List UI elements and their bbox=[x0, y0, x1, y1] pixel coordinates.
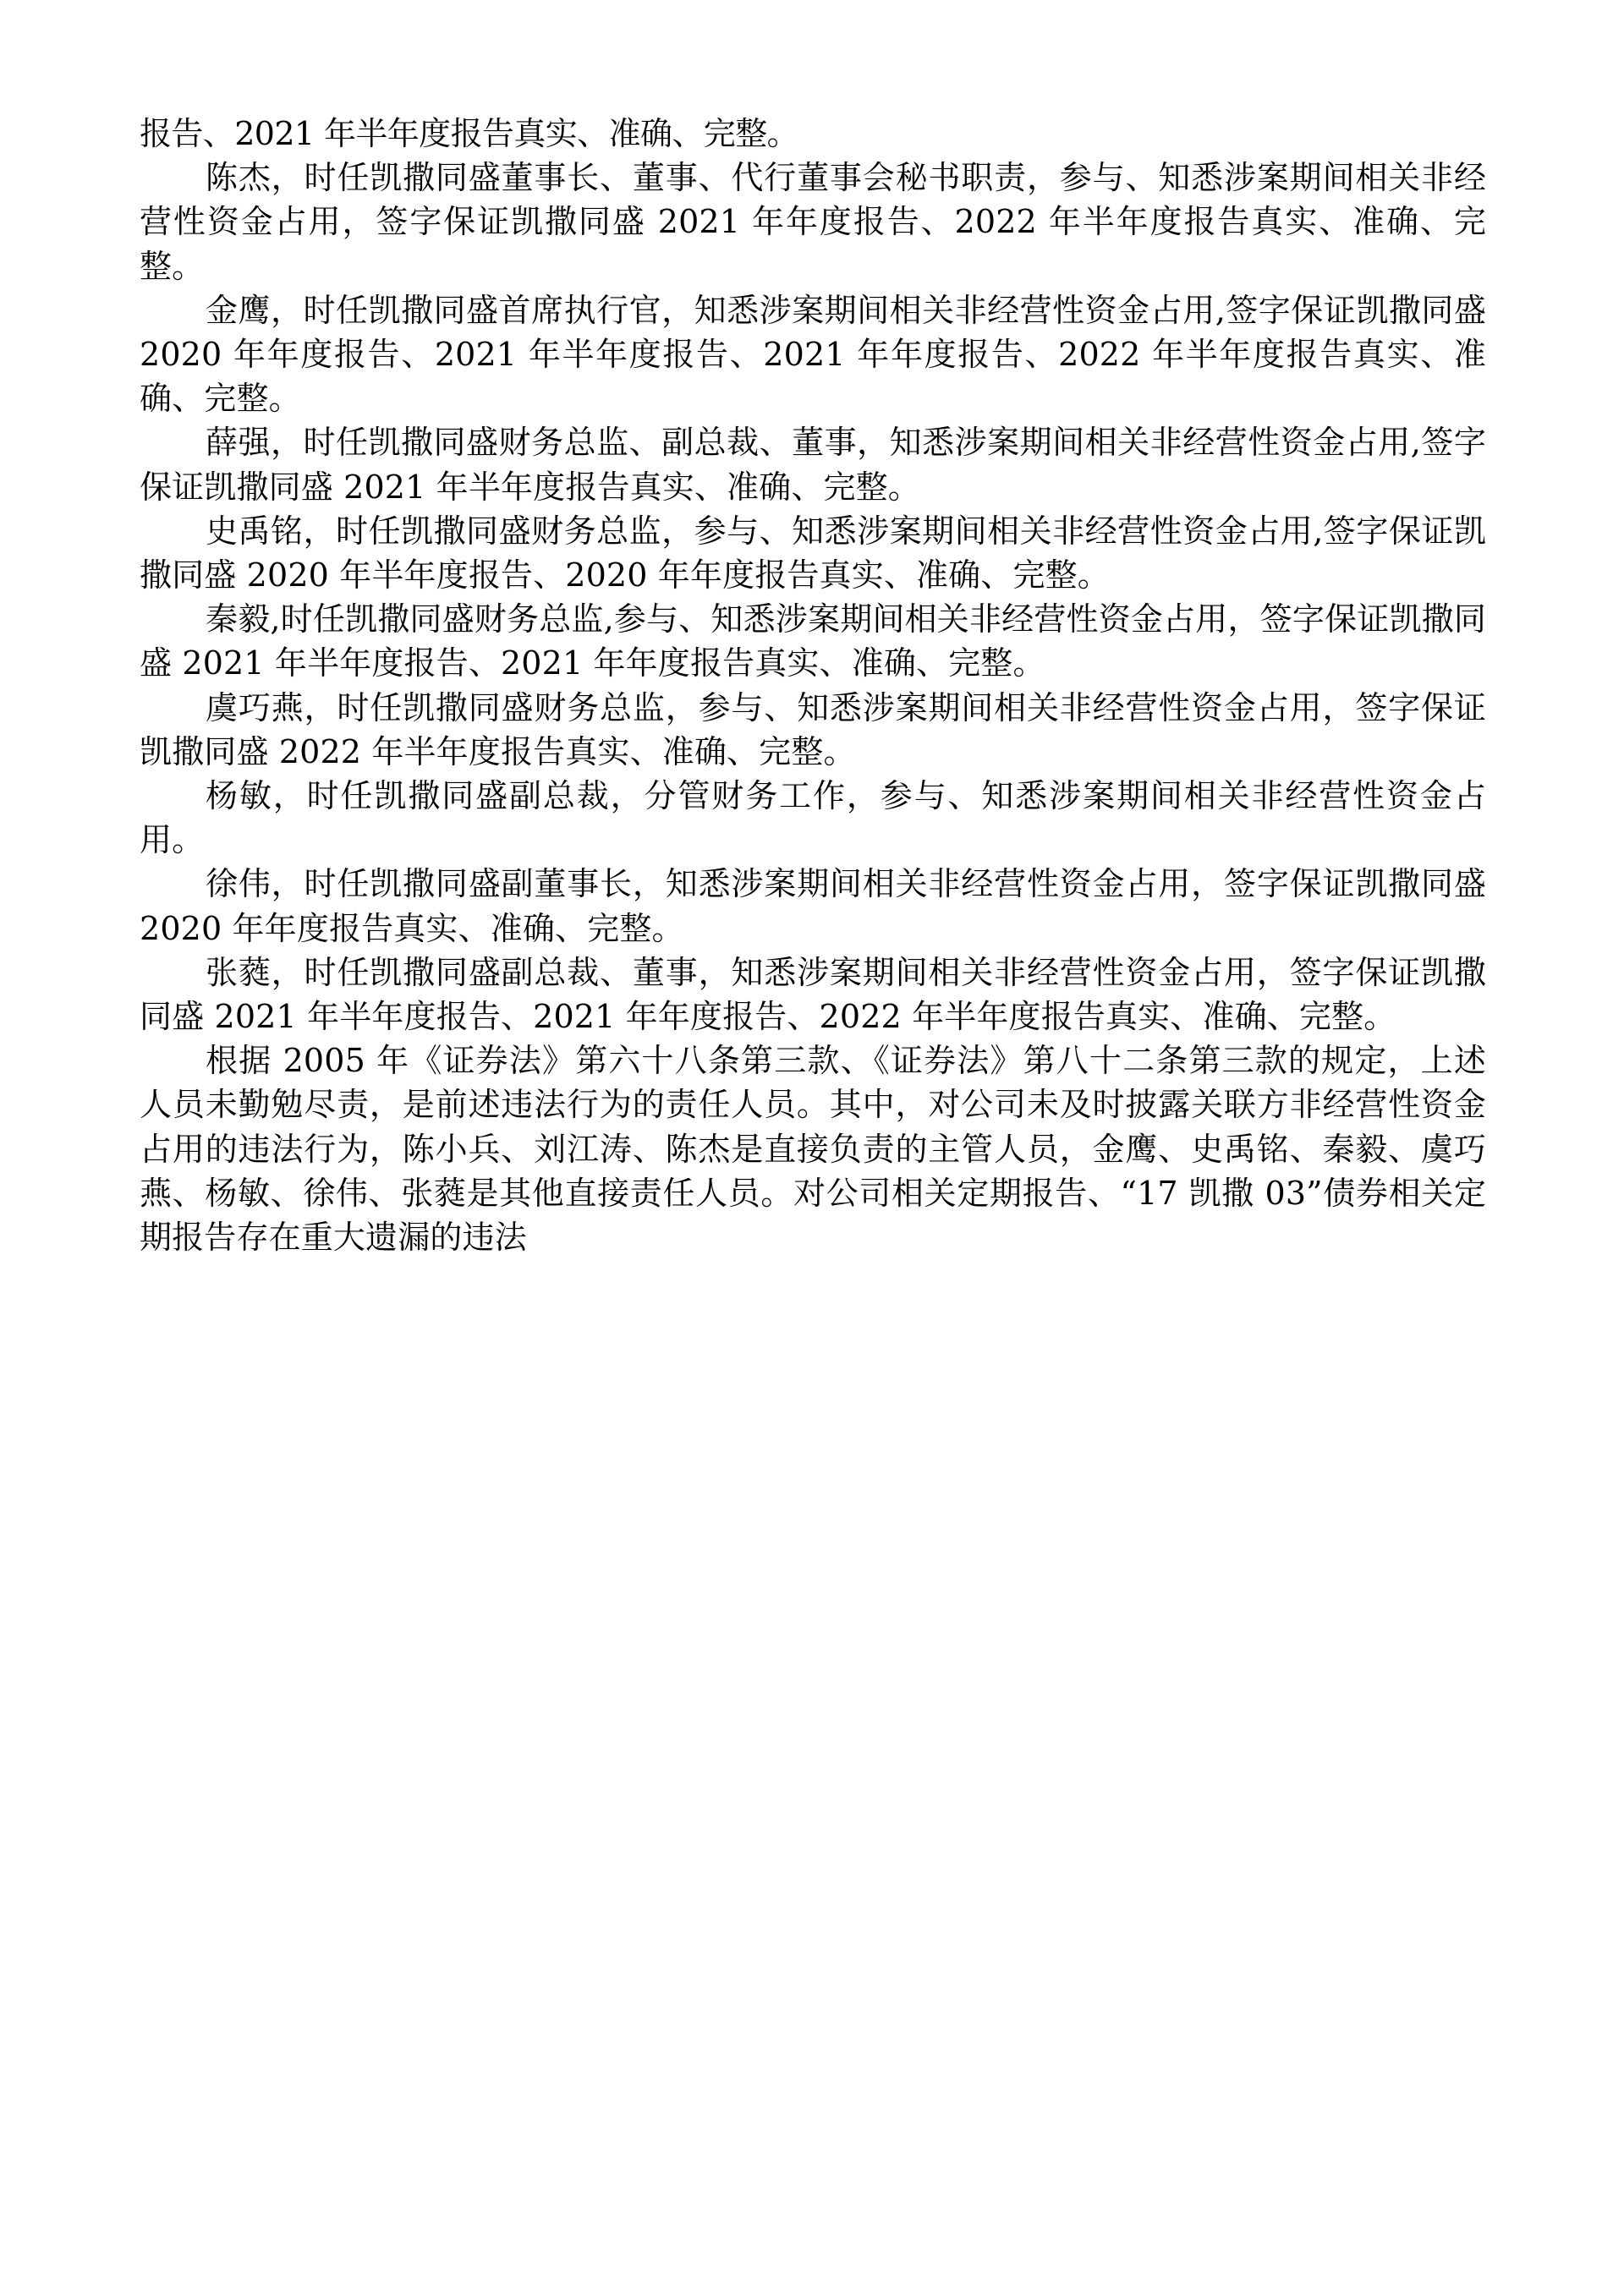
paragraph-shi-yuming: 史禹铭，时任凯撒同盛财务总监，参与、知悉涉案期间相关非经营性资金占用,签字保证凯撒同盛 2020 年半年度报告、2020 年年度报告真实、准确、完整。 bbox=[140, 512, 1486, 595]
paragraph-xue-qiang: 薛强，时任凯撒同盛财务总监、副总裁、董事，知悉涉案期间相关非经营性资金占用,签字保证凯撒同盛 2021 年半年度报告真实、准确、完整。 bbox=[140, 424, 1486, 506]
body-text-column bbox=[140, 112, 1486, 1259]
paragraph-xu-wei: 徐伟，时任凯撒同盛副董事长，知悉涉案期间相关非经营性资金占用，签字保证凯撒同盛 2020 年年度报告真实、准确、完整。 bbox=[140, 865, 1486, 947]
paragraph-chen-jie: 陈杰，时任凯撒同盛董事长、董事、代行董事会秘书职责，参与、知悉涉案期间相关非经营性资金占用，签字保证凯撒同盛 2021 年年度报告、2022 年半年度报告真实、准确、完整。 bbox=[140, 159, 1486, 285]
paragraph-jin-ying: 金鹰，时任凯撒同盛首席执行官，知悉涉案期间相关非经营性资金占用,签字保证凯撒同盛 2020 年年度报告、2021 年半年度报告、2021 年年度报告、2022 年半年度报告真实、准确、完整。 bbox=[140, 291, 1486, 418]
paragraph-yu-qiaoyan: 虞巧燕，时任凯撒同盛财务总监，参与、知悉涉案期间相关非经营性资金占用，签字保证凯撒同盛 2022 年半年度报告真实、准确、完整。 bbox=[140, 688, 1486, 770]
paragraph-qin-yi: 秦毅,时任凯撒同盛财务总监,参与、知悉涉案期间相关非经营性资金占用，签字保证凯撒同盛 2021 年半年度报告、2021 年年度报告真实、准确、完整。 bbox=[140, 600, 1486, 682]
paragraph-zhang-rui: 张蕤，时任凯撒同盛副总裁、董事，知悉涉案期间相关非经营性资金占用，签字保证凯撒同盛 2021 年半年度报告、2021 年年度报告、2022 年半年度报告真实、准确、完整。 bbox=[140, 953, 1486, 1036]
paragraph-yang-min: 杨敏，时任凯撒同盛副总裁，分管财务工作，参与、知悉涉案期间相关非经营性资金占用。 bbox=[140, 777, 1486, 859]
paragraph-continuation-line: 报告、2021 年半年度报告真实、准确、完整。 bbox=[140, 115, 798, 152]
paragraph-legal-basis: 根据 2005 年《证券法》第六十八条第三款、《证券法》第八十二条第三款的规定，上述人员未勤勉尽责，是前述违法行为的责任人员。其中，对公司未及时披露关联方非经营性资金占用的违法行为，陈小兵、刘江涛、陈杰是直接负责的主管人员，金鹰、史禹铭、秦毅、虞巧燕、杨敏、徐伟、张蕤是其他直接责任人员。对公司相关定期报告、“17 凯撒 03”债券相关定期报告存在重大遗漏的违法 bbox=[140, 1042, 1486, 1257]
